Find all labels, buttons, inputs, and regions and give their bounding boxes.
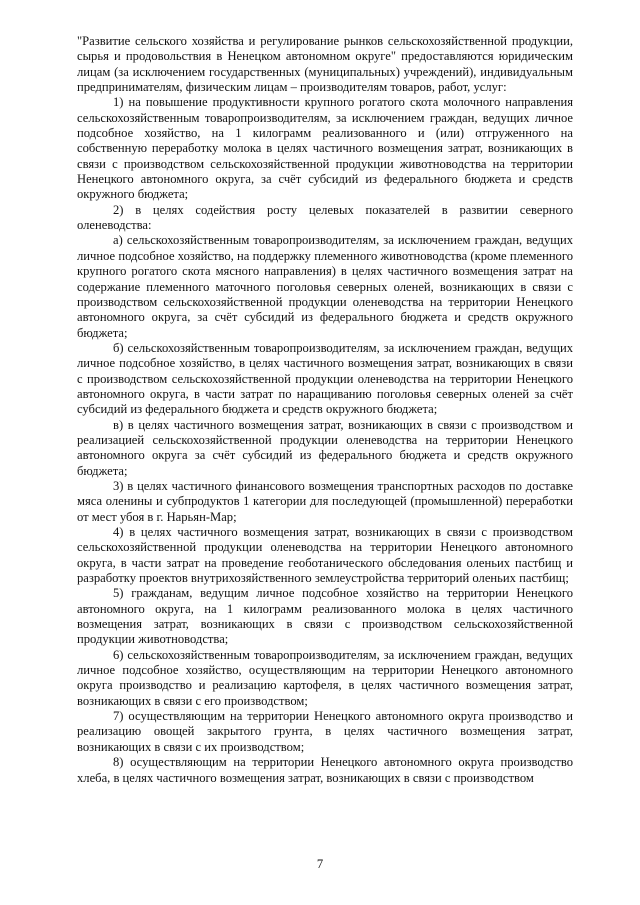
document-body [77,34,573,786]
paragraph-item-5: 5) гражданам, ведущим личное подсобное хозяйство на территории Ненецкого автономного округа, на 1 килограмм реализованного молока в целях частичного возмещения затрат, возникающих в связи с производством сельскохозяйственной продукции животноводства; [77,586,573,647]
paragraph-item-7: 7) осуществляющим на территории Ненецкого автономного округа производство и реализацию овощей закрытого грунта, в целях частичного возмещения затрат, возникающих в связи с их производством; [77,709,573,754]
paragraph-item-2c: в) в целях частичного возмещения затрат, возникающих в связи с производством и реализацией сельскохозяйственной продукции оленеводства на территории Ненецкого автономного округа за счёт субсидий из федерального бюджета и средств окружного бюджета; [77,417,573,478]
paragraph-item-2b: б) сельскохозяйственным товаропроизводителям, за исключением граждан, ведущих личное подсобное хозяйство, в целях частичного возмещения затрат, возникающих в связи с производством сельскохозяйственной продукции оленеводства на территории Ненецкого автономного округа, в части затрат по наращиванию поголовья северных оленей за счёт субсидий из федерального бюджета и средств окружного бюджета; [77,340,573,417]
paragraph-item-8: 8) осуществляющим на территории Ненецкого автономного округа производство хлеба, в целях частичного возмещения затрат, возникающих в связи с производством [77,755,573,785]
paragraph-item-3: 3) в целях частичного финансового возмещения транспортных расходов по доставке мяса оленины и субпродуктов 1 категории для последующей (промышленной) переработки от мест убоя в г. Нарьян-Мар; [77,478,573,524]
paragraph-item-2a: а) сельскохозяйственным товаропроизводителям, за исключением граждан, ведущих личное подсобное хозяйство, на поддержку племенного животноводства (кроме племенного крупного рогатого скота мясного направления) в целях частичного возмещения затрат на содержание племенного маточного поголовья северных оленей, возникающих в связи с производством сельскохозяйственной продукции оленеводства на территории Ненецкого автономного округа, за счёт субсидий из федерального бюджета и средств окружного бюджета; [77,233,573,340]
page-number: 7 [316,857,324,871]
paragraph-item-4: 4) в целях частичного возмещения затрат, возникающих в связи с производством сельскохозяйственной продукции оленеводства на территории Ненецкого автономного округа, в части затрат на проведение геоботанического обследования оленьих пастбищ и разработку проектов внутрихозяйственного землеустройства территорий оленьих пастбищ; [77,525,573,586]
paragraph-intro: "Развитие сельского хозяйства и регулирование рынков сельскохозяйственной продукции, сырья и продовольствия в Ненецком автономном округе" предоставляются юридическим лицам (за исключением государственных (муниципальных) учреждений), индивидуальным предпринимателям, физическим лицам – производителям товаров, работ, услуг: [77,34,573,95]
paragraph-item-1: 1) на повышение продуктивности крупного рогатого скота молочного направления сельскохозяйственным товаропроизводителям, за исключением граждан, ведущих личное подсобное хозяйство, на 1 килограмм реализованного и (или) отгруженного на собственную переработку молока в целях частичного возмещения затрат, возникающих в связи с производством сельскохозяйственной продукции животноводства на территории Ненецкого автономного округа, за счёт субсидий из федерального бюджета и средств окружного бюджета; [77,95,573,202]
paragraph-item-6: 6) сельскохозяйственным товаропроизводителям, за исключением граждан, ведущих личное подсобное хозяйство, осуществляющим на территории Ненецкого автономного округа производство и реализацию картофеля, в целях частичного возмещения затрат, возникающих в связи с его производством; [77,647,573,708]
paragraph-item-2: 2) в целях содействия росту целевых показателей в развитии северного оленеводства: [77,202,573,233]
